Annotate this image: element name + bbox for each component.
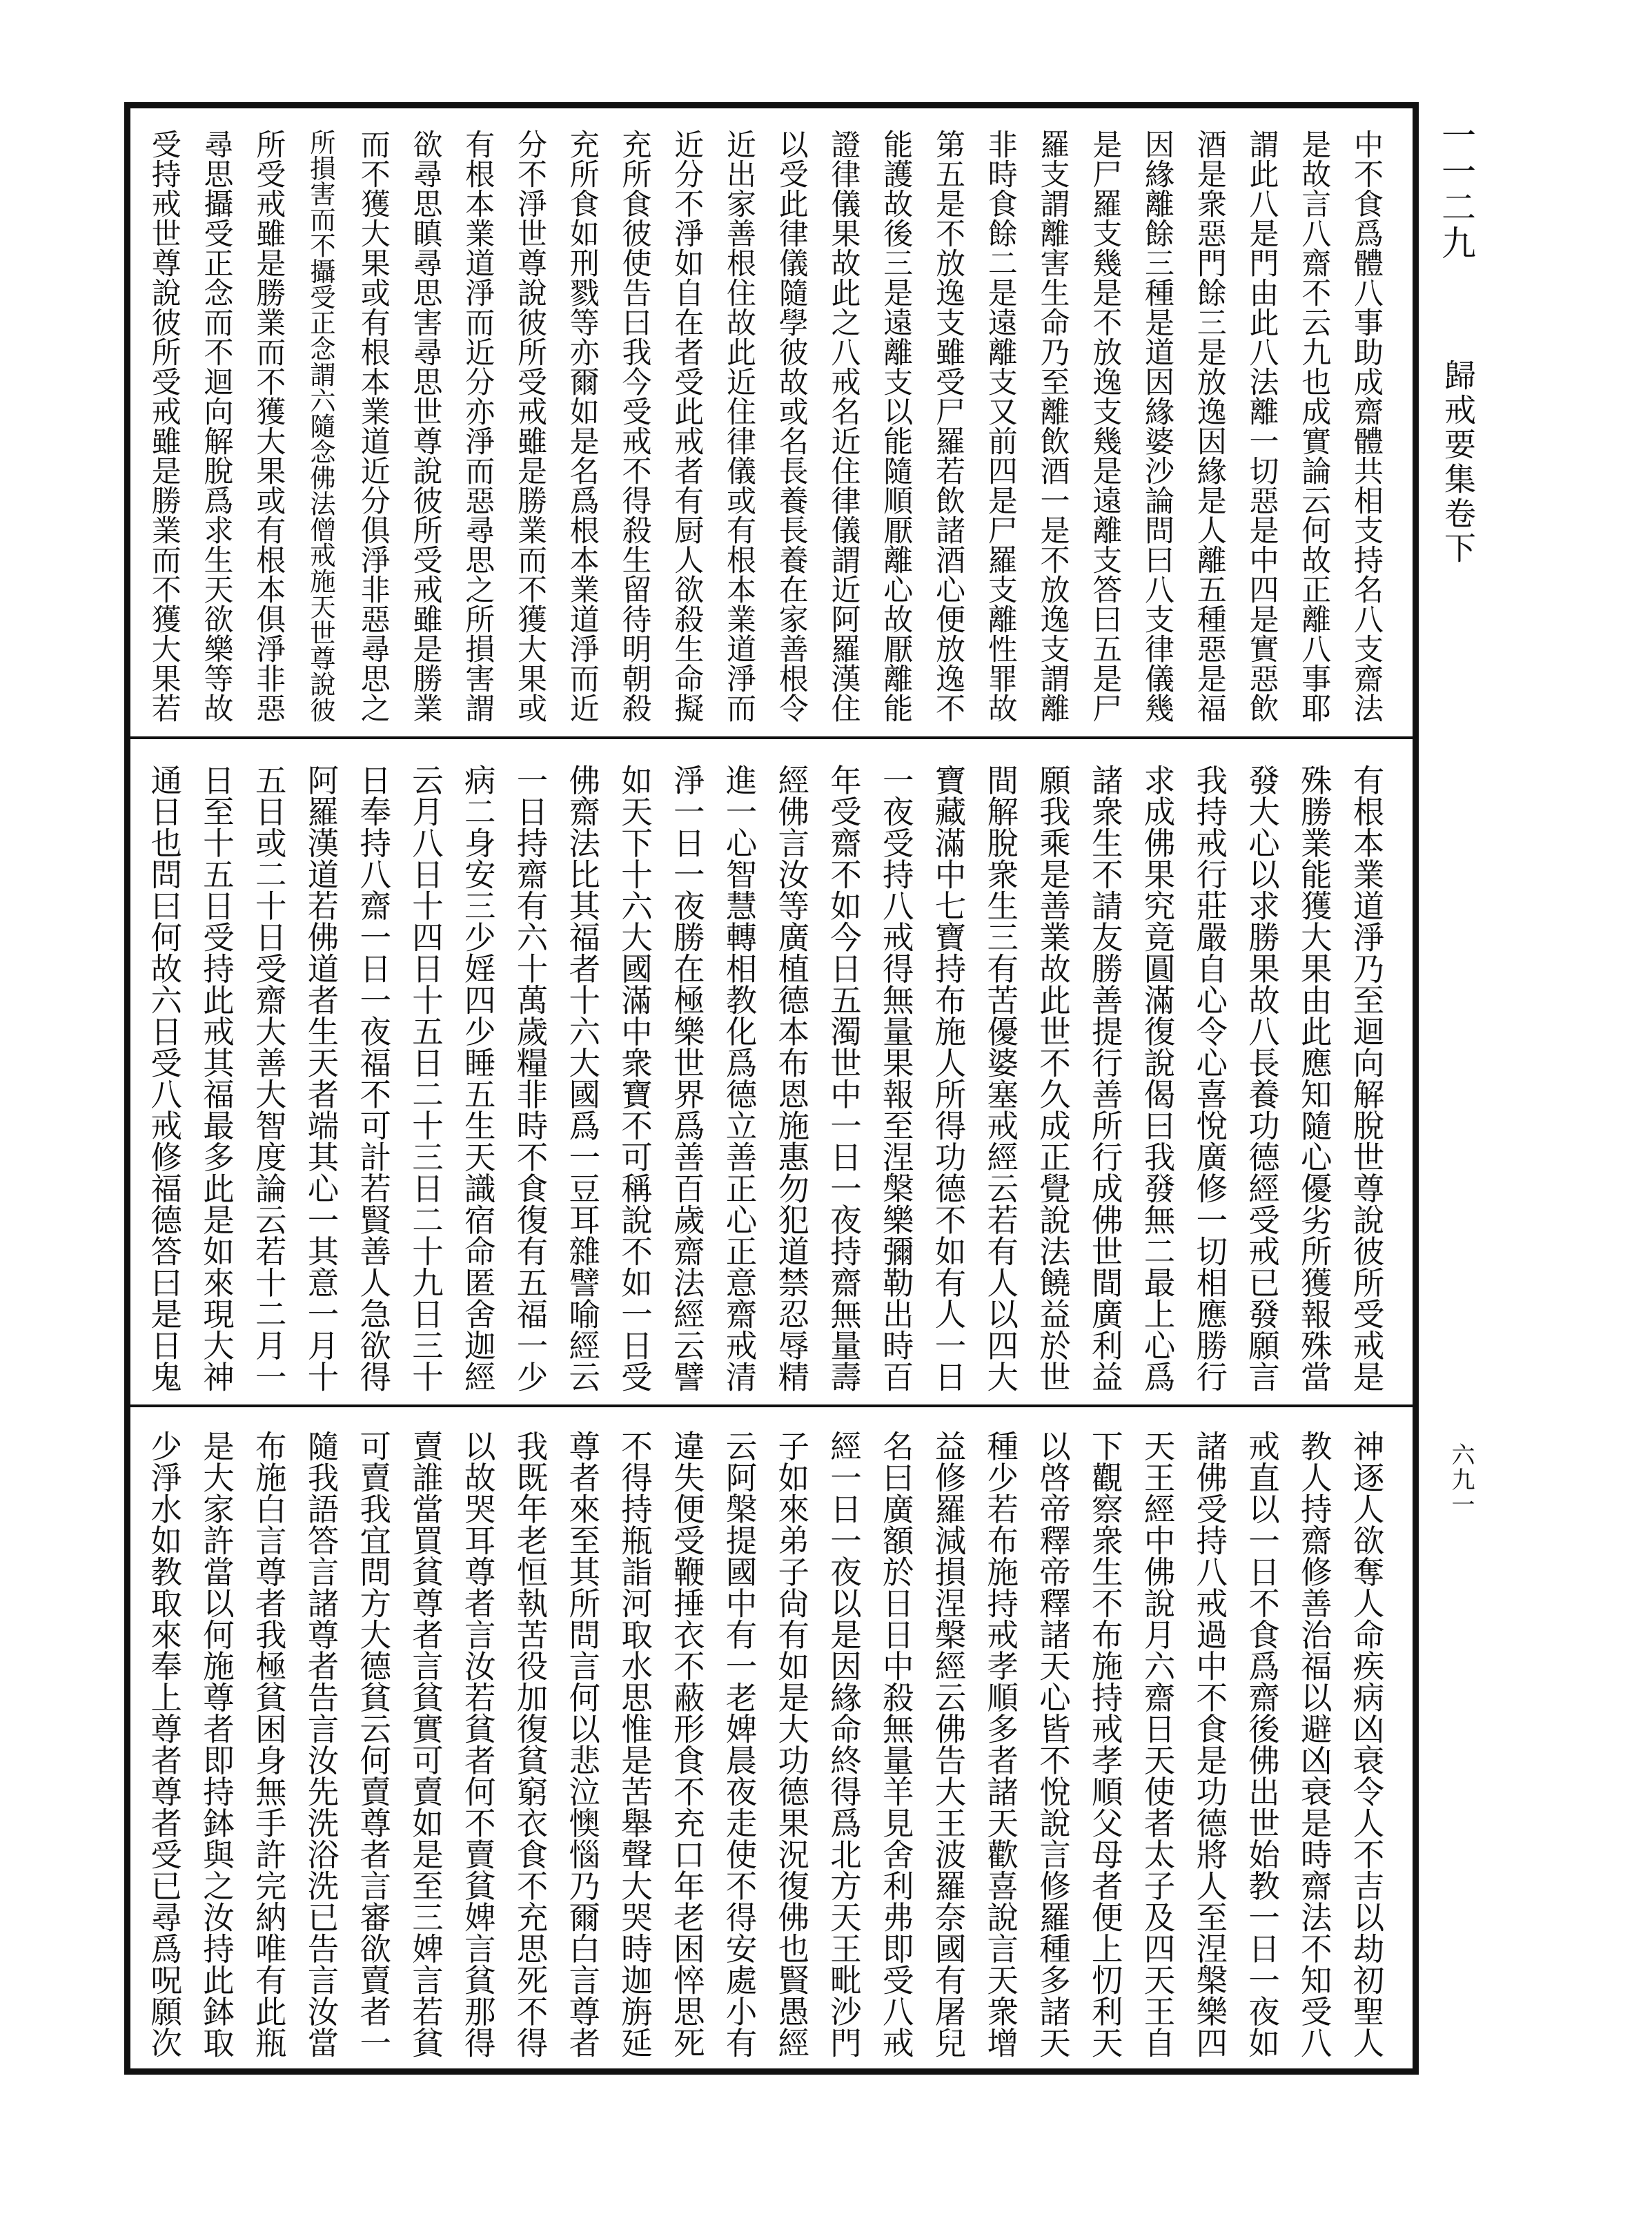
text-column: 有根本業道淨而近分亦淨而惡尋思之所損害謂 (460, 129, 495, 723)
text-column: 以啓帝釋帝釋諸天心皆不悅說言修羅種多諸天 (1034, 1430, 1072, 2058)
text-column: 尋思攝受正念而不迴向解脫爲求生天欲樂等故 (199, 129, 234, 723)
text-column: 羅支謂離害生命乃至離飲酒一是不放逸支謂離 (1035, 129, 1070, 723)
text-column: 佛齋法比其福者十六大國爲一豆耳雜譬喻經云 (564, 764, 601, 1392)
text-column: 是故言八齋不云九也成實論云何故正離八事耶 (1297, 129, 1332, 723)
text-column: 以受此律儀隨學彼故或名長養長養在家善根令 (774, 129, 809, 723)
text-column: 不得持瓶詣河取水思惟是苦舉聲大哭時迦旃延 (616, 1430, 653, 2058)
text-column: 隨我語答言諸尊者告言汝先洗浴洗已告言汝當 (303, 1430, 340, 2058)
text-column: 五日或二十日受齋大善大智度論云若十二月一 (250, 764, 288, 1392)
text-column: 教人持齋修善治福以避凶衰是時齋法不知受八 (1296, 1430, 1333, 2058)
text-column: 酒是衆惡門餘三是放逸因緣是人離五種惡是福 (1192, 129, 1227, 723)
text-column: 賣誰當買貧尊者言貧實可賣如是至三婢言若貧 (407, 1430, 444, 2058)
text-column: 謂此八是門由此八法離一切惡是中四是實惡飲 (1244, 129, 1279, 723)
text-column: 以故哭耳尊者言汝若貧者何不賣貧婢言貧那得 (460, 1430, 497, 2058)
text-column: 非時食餘二是遠離支又前四是尸羅支離性罪故 (983, 129, 1018, 723)
text-column: 戒直以一日不食爲齋後佛出世始教一日一夜如 (1243, 1430, 1281, 2058)
text-column: 求成佛果究竟圓滿復說偈曰我發無二最上心爲 (1139, 764, 1176, 1392)
text-column: 近分不淨如自在者受此戒者有厨人欲殺生命擬 (669, 129, 705, 723)
text-column: 布施白言尊者我極貧困身無手許完納唯有此瓶 (250, 1430, 288, 2058)
volume-number: 一一二九 (1436, 117, 1476, 261)
section-divider (130, 1404, 1413, 1407)
text-column: 下觀察衆生不布施持戒孝順父母者便上忉利天 (1087, 1430, 1124, 2058)
text-column: 神逐人欲奪人命疾病凶衰令人不吉以劫初聖人 (1348, 1430, 1385, 2058)
text-column: 一日持齋有六十萬歲糧非時不食復有五福一少 (512, 764, 549, 1392)
text-section-bottom (130, 1430, 1413, 2058)
text-column: 我持戒行莊嚴自心令心喜悅廣修一切相應勝行 (1191, 764, 1228, 1392)
text-column: 日至十五日受持此戒其福最多此是如來現大神 (198, 764, 235, 1392)
text-column: 阿羅漢道若佛道者生天者端其心一其意一月十 (303, 764, 340, 1392)
text-column: 一夜受持八戒得無量果報至涅槃樂彌勒出時百 (878, 764, 915, 1392)
text-column: 諸衆生不請友勝善提行善所行成佛世間廣利益 (1087, 764, 1124, 1392)
text-column: 經佛言汝等廣植德本布恩施惠勿犯道禁忍辱精 (773, 764, 810, 1392)
text-column: 是大家許當以何施尊者即持鉢與之汝持此鉢取 (198, 1430, 235, 2058)
text-column: 有根本業道淨乃至迴向解脫世尊說彼所受戒是 (1348, 764, 1385, 1392)
text-column: 因緣離餘三種是道因緣婆沙論問曰八支律儀幾 (1140, 129, 1174, 723)
text-column: 云阿槃提國中有一老婢晨夜走使不得安處小有 (721, 1430, 758, 2058)
text-column: 如天下十六大國滿中衆寶不可稱說不如一日受 (616, 764, 653, 1392)
text-column: 淨一日一夜勝在極樂世界爲善百歲齋法經云譬 (669, 764, 706, 1392)
text-column: 天王經中佛說月六齋日天使者太子及四天王自 (1139, 1430, 1176, 2058)
text-column: 欲尋思瞋尋思害尋思世尊說彼所受戒雖是勝業 (408, 129, 443, 723)
text-column: 間解脫衆生三有苦優婆塞戒經云若有人以四大 (982, 764, 1019, 1392)
text-column: 尊者來至其所問言何以悲泣懊惱乃爾白言尊者 (564, 1430, 601, 2058)
text-column: 殊勝業能獲大果由此應知隨心優劣所獲報殊當 (1296, 764, 1333, 1392)
text-column: 進一心智慧轉相教化爲德立善正心正意齋戒清 (721, 764, 758, 1392)
text-frame (124, 102, 1419, 2075)
text-column: 而不獲大果或有根本業道近分俱淨非惡尋思之 (355, 129, 391, 723)
text-column: 子如來弟子尙有如是大功德果況復佛也賢愚經 (773, 1430, 810, 2058)
text-column: 日奉持八齋一日一夜福不可計若賢善人急欲得 (355, 764, 392, 1392)
text-column: 發大心以求勝果故八長養功德經受戒已發願言 (1243, 764, 1281, 1392)
text-column: 能護故後三是遠離支以能隨順厭離心故厭離能 (878, 129, 914, 723)
text-column: 種少若布施持戒孝順多者諸天歡喜說言天衆增 (982, 1430, 1019, 2058)
text-column: 通日也問曰何故六日受八戒修福德答曰是日鬼 (146, 764, 183, 1392)
text-column: 諸佛受持八戒過中不食是功德將人至涅槃樂四 (1191, 1430, 1228, 2058)
text-column: 少淨水如教取來奉上尊者尊者受已尋爲呪願次 (146, 1430, 183, 2058)
text-column: 名曰廣額於日日中殺無量羊見舍利弗即受八戒 (878, 1430, 915, 2058)
text-column: 寶藏滿中七寶持布施人所得功德不如有人一日 (930, 764, 967, 1392)
text-column: 願我乘是善業故此世不久成正覺說法饒益於世 (1034, 764, 1072, 1392)
page-number: 六九一 (1447, 1442, 1475, 1517)
book-title: 歸戒要集卷下 (1439, 359, 1477, 566)
text-column: 年受齋不如今日五濁世中一日一夜持齋無量壽 (825, 764, 863, 1392)
text-column: 病二身安三少婬四少睡五生天識宿命匿舍迦經 (460, 764, 497, 1392)
text-column: 中不食爲體八事助成齋體共相支持名八支齋法 (1349, 129, 1384, 723)
text-column: 所受戒雖是勝業而不獲大果或有根本俱淨非惡 (251, 129, 286, 723)
text-column: 證律儀果故此之八戒名近住律儀謂近阿羅漢住 (826, 129, 861, 723)
text-column: 云月八日十四日十五日二十三日二十九日三十 (407, 764, 444, 1392)
text-column: 充所食彼使告曰我今受戒不得殺生留待明朝殺 (617, 129, 652, 723)
text-column: 益修羅減損涅槃經云佛告大王波羅奈國有屠兒 (930, 1430, 967, 2058)
text-column: 違失便受鞭捶衣不蔽形食不充口年老困悴思死 (669, 1430, 706, 2058)
text-column: 充所食如刑戮等亦爾如是名爲根本業道淨而近 (564, 129, 600, 723)
text-column: 可賣我宜問方大德貧云何賣尊者言審欲賣者一 (355, 1430, 392, 2058)
text-column: 第五是不放逸支雖受尸羅若飲諸酒心便放逸不 (931, 129, 965, 723)
text-column: 是尸羅支幾是不放逸支幾是遠離支答曰五是尸 (1088, 129, 1123, 723)
text-column: 所損害而不攝受正念謂六隨念佛法僧戒施天世尊說彼 (306, 129, 336, 723)
text-section-middle (130, 764, 1413, 1392)
section-divider (130, 736, 1413, 739)
text-column: 分不淨世尊說彼所受戒雖是勝業而不獲大果或 (513, 129, 547, 723)
text-column: 近出家善根住故此近住律儀或有根本業道淨而 (722, 129, 756, 723)
text-column: 我既年老恒執苦役加復貧窮衣食不充思死不得 (512, 1430, 549, 2058)
text-column: 經一日一夜以是因緣命終得爲北方天王毗沙門 (825, 1430, 863, 2058)
text-section-top (130, 129, 1413, 723)
text-column: 受持戒世尊說彼所受戒雖是勝業而不獲大果若 (146, 129, 181, 723)
